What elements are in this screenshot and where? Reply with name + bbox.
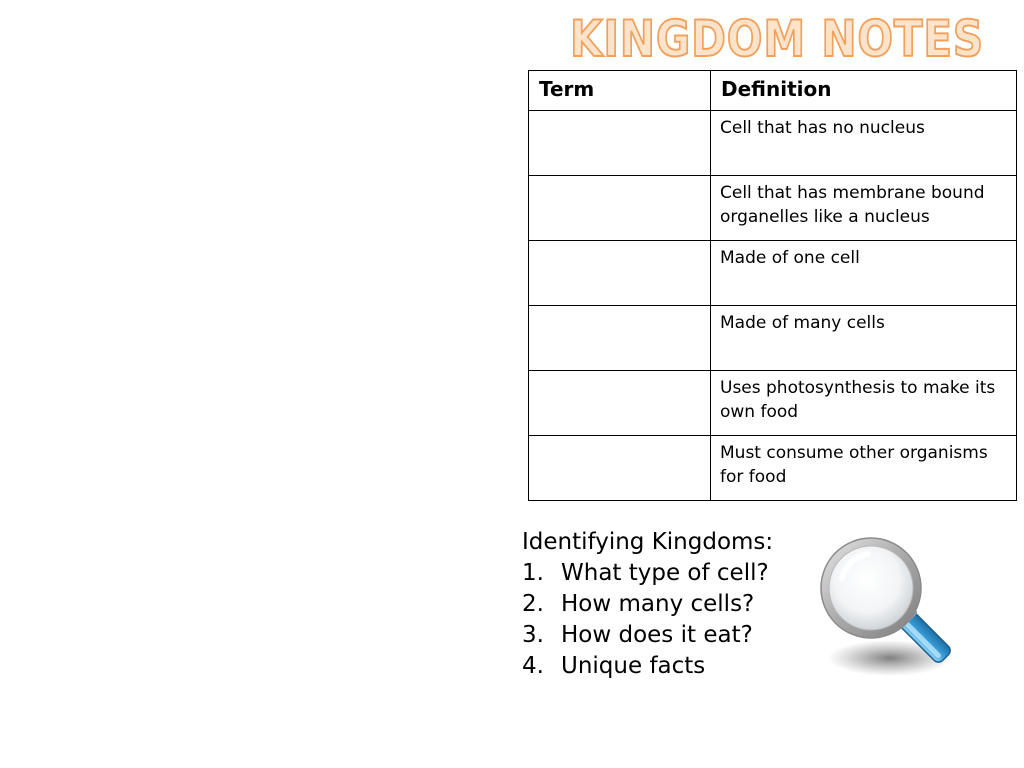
term-cell[interactable] [529, 111, 711, 176]
list-item [522, 651, 773, 682]
definition-cell: Must consume other organisms for food [711, 436, 1017, 501]
list-item-text: How many cells? [561, 591, 755, 617]
list-item-number: 1. [522, 560, 544, 586]
term-cell[interactable] [529, 176, 711, 241]
list-item [522, 558, 773, 589]
table-row [529, 371, 1017, 436]
term-cell[interactable] [529, 371, 711, 436]
identifying-kingdoms-heading: Identifying Kingdoms: [522, 529, 774, 555]
column-header-definition: Definition [711, 71, 1017, 111]
column-header-term: Term [529, 71, 711, 111]
list-item-number: 2. [522, 591, 544, 617]
term-cell[interactable] [529, 306, 711, 371]
definition-cell: Uses photosynthesis to make its own food [711, 371, 1017, 436]
table-row [529, 436, 1017, 501]
identifying-kingdoms-list [522, 558, 773, 682]
definition-cell: Made of one cell [711, 241, 1017, 306]
list-item-text: How does it eat? [561, 622, 753, 648]
term-cell[interactable] [529, 241, 711, 306]
definition-cell: Made of many cells [711, 306, 1017, 371]
table-header-row [529, 71, 1017, 111]
vocabulary-table [528, 70, 1017, 501]
table-row [529, 111, 1017, 176]
list-item [522, 620, 773, 651]
magnifying-glass-icon [812, 530, 972, 682]
list-item-number: 4. [522, 653, 544, 679]
table-row [529, 176, 1017, 241]
page-title-text: KINGDOM NOTES [570, 10, 984, 68]
list-item-text: Unique facts [561, 653, 706, 679]
identifying-kingdoms-section [522, 527, 773, 682]
list-item [522, 589, 773, 620]
definition-cell: Cell that has no nucleus [711, 111, 1017, 176]
list-item-number: 3. [522, 622, 544, 648]
page-title [566, 6, 990, 68]
table-row [529, 306, 1017, 371]
list-item-text: What type of cell? [561, 560, 769, 586]
term-cell[interactable] [529, 436, 711, 501]
table-row [529, 241, 1017, 306]
definition-cell: Cell that has membrane bound organelles like a nucleus [711, 176, 1017, 241]
